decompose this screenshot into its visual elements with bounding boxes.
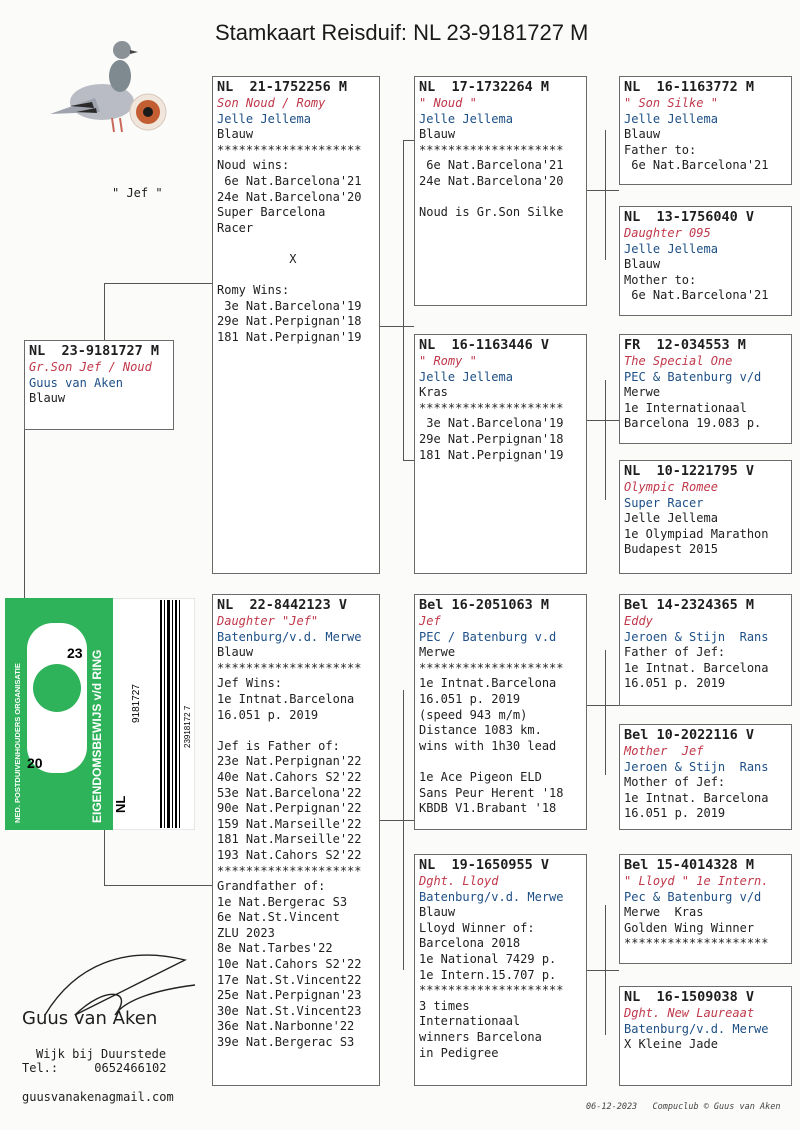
pedigree-line: Budapest 2015 bbox=[624, 542, 718, 557]
pedigree-line: 1e Intnat.Barcelona bbox=[419, 676, 557, 691]
pedigree-line: 6e Nat.Barcelona'21 bbox=[217, 173, 362, 188]
pedigree-line: Blauw bbox=[419, 127, 456, 142]
pedigree-line: Kras bbox=[419, 385, 448, 400]
pigeon-name: Daughter "Jef" bbox=[217, 614, 319, 628]
breeder-name: Super Racer bbox=[624, 495, 704, 510]
pedigree-line: winners Barcelona bbox=[419, 1029, 542, 1044]
pedigree-line: Racer bbox=[217, 220, 254, 235]
pedigree-line: 1e Internationaal bbox=[624, 400, 747, 415]
pigeon-name: Son Noud / Romy bbox=[217, 96, 326, 110]
pedigree-line: 3 times bbox=[419, 998, 470, 1013]
pedigree-line: Barcelona 19.083 p. bbox=[624, 416, 762, 431]
pigeon-name: " Son Silke " bbox=[624, 96, 718, 110]
pedigree-line: 53e Nat.Barcelona'22 bbox=[217, 785, 362, 800]
pedigree-line: Merwe bbox=[419, 645, 456, 660]
card-org: NED. POSTDUIVENHOUDERS ORGANISATIE bbox=[13, 663, 22, 823]
pedigree-line: Golden Wing Winner bbox=[624, 920, 755, 935]
pigeon-illustration bbox=[40, 32, 180, 142]
pedigree-line: 1e Intnat. Barcelona bbox=[624, 790, 769, 805]
breeder-name: Pec & Batenburg v/d bbox=[624, 889, 762, 904]
pedigree-line: 181 Nat.Perpignan'19 bbox=[217, 329, 362, 344]
pedigree-line: Father to: bbox=[624, 142, 697, 157]
pedigree-box-dds bbox=[619, 854, 792, 964]
pigeon-name: " Noud " bbox=[419, 96, 477, 110]
pedigree-line: ******************** bbox=[419, 983, 564, 998]
ring-number: Bel 14-2324365 M bbox=[624, 597, 755, 613]
pedigree-line: Jef Wins: bbox=[217, 676, 283, 691]
pedigree-line: 1e National 7429 p. bbox=[419, 951, 557, 966]
pedigree-box-dam-sire bbox=[414, 594, 587, 830]
pigeon-name: " Romy " bbox=[419, 354, 477, 368]
pedigree-line: Sans Peur Herent '18 bbox=[419, 785, 564, 800]
pigeon-name: " Lloyd " 1e Intern. bbox=[624, 874, 769, 888]
pedigree-line bbox=[217, 723, 375, 739]
pedigree-line: Lloyd Winner of: bbox=[419, 920, 535, 935]
pedigree-line: 1e Intern.15.707 p. bbox=[419, 967, 557, 982]
pedigree-line: 3e Nat.Barcelona'19 bbox=[217, 298, 362, 313]
page-title: Stamkaart Reisduif: NL 23-9181727 M bbox=[215, 20, 589, 45]
pedigree-line: Blauw bbox=[217, 127, 254, 142]
pedigree-box-sire bbox=[212, 76, 380, 574]
pedigree-line: 1e Intnat. Barcelona bbox=[624, 660, 769, 675]
pedigree-line: Blauw bbox=[419, 905, 456, 920]
owner-city: Wijk bij Duurstede bbox=[36, 1047, 167, 1061]
card-number: 9181727 bbox=[131, 684, 142, 723]
pedigree-line: 6e Nat.Barcelona'21 bbox=[624, 158, 769, 173]
pedigree-line bbox=[217, 268, 375, 284]
subject-box bbox=[24, 340, 174, 430]
pedigree-line: ******************** bbox=[624, 936, 769, 951]
ring-number: NL 13-1756040 V bbox=[624, 209, 755, 225]
ring-number: NL 10-1221795 V bbox=[624, 463, 755, 479]
pedigree-line: 159 Nat.Marseille'22 bbox=[217, 816, 362, 831]
pedigree-line: ******************** bbox=[419, 660, 564, 675]
owner-tel: Tel.: 0652466102 bbox=[22, 1061, 167, 1075]
pigeon-name: Dght. New Laureaat bbox=[624, 1006, 755, 1020]
pedigree-line: X Kleine Jade bbox=[624, 1037, 718, 1052]
pedigree-box-dam bbox=[212, 594, 380, 1086]
card-country: NL bbox=[113, 795, 128, 813]
jef-label: " Jef " bbox=[112, 186, 163, 200]
pedigree-line: Mother of Jef: bbox=[624, 775, 726, 790]
breeder-name: Jeroen & Stijn Rans bbox=[624, 759, 769, 774]
pedigree-line: Barcelona 2018 bbox=[419, 936, 521, 951]
ring-number: Bel 15-4014328 M bbox=[624, 857, 755, 873]
ring-number: NL 16-1163772 M bbox=[624, 79, 755, 95]
pedigree-line: 1e Intnat.Barcelona bbox=[217, 691, 355, 706]
pedigree-line: 36e Nat.Narbonne'22 bbox=[217, 1019, 355, 1034]
card-year-b: 20 bbox=[27, 755, 43, 771]
breeder-name: Jelle Jellema bbox=[217, 111, 311, 126]
pedigree-line: 24e Nat.Barcelona'20 bbox=[419, 173, 564, 188]
card-barcode-number: 23918172 7 bbox=[183, 705, 192, 748]
pedigree-line: X bbox=[217, 251, 297, 266]
breeder-name: PEC / Batenburg v.d bbox=[419, 629, 557, 644]
pedigree-line: KBDB V1.Brabant '18 bbox=[419, 801, 557, 816]
ring-number: NL 22-8442123 V bbox=[217, 597, 348, 613]
pedigree-line: Romy Wins: bbox=[217, 283, 290, 298]
pedigree-box-sss bbox=[619, 76, 792, 185]
pedigree-line: 24e Nat.Barcelona'20 bbox=[217, 189, 362, 204]
owner-email: guusvanakenagmail.com bbox=[22, 1090, 174, 1104]
pedigree-line: 40e Nat.Cahors S2'22 bbox=[217, 769, 362, 784]
ring-number: Bel 10-2022116 V bbox=[624, 727, 755, 743]
pedigree-line: 25e Nat.Perpignan'23 bbox=[217, 988, 362, 1003]
breeder-name: Jelle Jellema bbox=[624, 241, 718, 256]
pedigree-line: Merwe bbox=[624, 385, 661, 400]
pedigree-line: 3e Nat.Barcelona'19 bbox=[419, 416, 564, 431]
breeder-name: Jelle Jellema bbox=[624, 111, 718, 126]
ring-number: NL 19-1650955 V bbox=[419, 857, 550, 873]
subject-ring: NL 23-9181727 M bbox=[29, 343, 160, 359]
ring-number: Bel 16-2051063 M bbox=[419, 597, 550, 613]
pigeon-name: Daughter 095 bbox=[624, 226, 711, 240]
pedigree-line: 29e Nat.Perpignan'18 bbox=[419, 431, 564, 446]
pedigree-line: Jef is Father of: bbox=[217, 738, 340, 753]
pedigree-line: 16.051 p. 2019 bbox=[624, 806, 726, 821]
pedigree-line: (speed 943 m/m) bbox=[419, 707, 528, 722]
pedigree-line: Father of Jef: bbox=[624, 645, 726, 660]
ring-number: NL 16-1163446 V bbox=[419, 337, 550, 353]
pedigree-line: 16.051 p. 2019 bbox=[419, 691, 521, 706]
pedigree-box-sdd bbox=[619, 460, 792, 574]
pedigree-line: wins with 1h30 lead bbox=[419, 738, 557, 753]
pedigree-line: 16.051 p. 2019 bbox=[217, 707, 319, 722]
pedigree-box-dss bbox=[619, 594, 792, 706]
pedigree-line bbox=[419, 754, 582, 770]
pedigree-box-dam-dam bbox=[414, 854, 587, 1086]
pedigree-line: 1e Ace Pigeon ELD bbox=[419, 769, 542, 784]
subject-color: Blauw bbox=[29, 391, 66, 406]
pedigree-line: ******************** bbox=[217, 660, 362, 675]
pedigree-line: Noud wins: bbox=[217, 158, 290, 173]
pedigree-line: 181 Nat.Marseille'22 bbox=[217, 832, 362, 847]
pedigree-line: 23e Nat.Perpignan'22 bbox=[217, 754, 362, 769]
pedigree-line: 8e Nat.Tarbes'22 bbox=[217, 941, 333, 956]
pedigree-line: ******************** bbox=[419, 142, 564, 157]
ring-ownership-card bbox=[5, 598, 195, 830]
ring-number: NL 17-1732264 M bbox=[419, 79, 550, 95]
pedigree-line: ******************** bbox=[419, 400, 564, 415]
breeder-name: Jelle Jellema bbox=[419, 369, 513, 384]
pedigree-line: 90e Nat.Perpignan'22 bbox=[217, 801, 362, 816]
pedigree-line: Super Barcelona bbox=[217, 205, 326, 220]
pedigree-line: ZLU 2023 bbox=[217, 925, 275, 940]
pedigree-line: 16.051 p. 2019 bbox=[624, 676, 726, 691]
pedigree-line: Blauw bbox=[624, 257, 661, 272]
footer: 06-12-2023 Compuclub © Guus van Aken bbox=[586, 1102, 781, 1112]
pigeon-name: Olympic Romee bbox=[624, 480, 718, 494]
pedigree-line: 17e Nat.St.Vincent22 bbox=[217, 972, 362, 987]
owner-name: Guus van Aken bbox=[22, 1008, 158, 1029]
subject-name: Gr.Son Jef / Noud bbox=[29, 360, 152, 374]
pedigree-line: 29e Nat.Perpignan'18 bbox=[217, 314, 362, 329]
card-title: EIGENDOMSBEWIJS v/d RING bbox=[90, 649, 104, 823]
pedigree-box-ssd bbox=[619, 206, 792, 316]
breeder-name: Batenburg/v.d. Merwe bbox=[217, 629, 362, 644]
pedigree-line: 6e Nat.Barcelona'21 bbox=[419, 158, 564, 173]
card-year-a: 23 bbox=[67, 645, 83, 661]
pedigree-line: in Pedigree bbox=[419, 1045, 499, 1060]
pedigree-line: Mother to: bbox=[624, 272, 697, 287]
pedigree-line: 10e Nat.Cahors S2'22 bbox=[217, 957, 362, 972]
breeder-name: Jeroen & Stijn Rans bbox=[624, 629, 769, 644]
pedigree-line: Merwe Kras bbox=[624, 905, 704, 920]
pedigree-line: 39e Nat.Bergerac S3 bbox=[217, 1035, 355, 1050]
pedigree-line: Blauw bbox=[217, 645, 254, 660]
pigeon-name: Mother Jef bbox=[624, 744, 704, 758]
breeder-name: Batenburg/v.d. Merwe bbox=[419, 889, 564, 904]
pedigree-box-sire-dam bbox=[414, 334, 587, 574]
pedigree-line: Jelle Jellema bbox=[624, 511, 718, 526]
ring-number: NL 16-1509038 V bbox=[624, 989, 755, 1005]
breeder-name: Batenburg/v.d. Merwe bbox=[624, 1021, 769, 1036]
pigeon-name: The Special One bbox=[624, 354, 733, 368]
pedigree-box-sire-sire bbox=[414, 76, 587, 306]
pedigree-line: ******************** bbox=[217, 142, 362, 157]
pedigree-line: ******************** bbox=[217, 863, 362, 878]
pedigree-line: 6e Nat.St.Vincent bbox=[217, 910, 340, 925]
pigeon-name: Dght. Lloyd bbox=[419, 874, 499, 888]
pedigree-line: 181 Nat.Perpignan'19 bbox=[419, 447, 564, 462]
pedigree-line: Internationaal bbox=[419, 1014, 521, 1029]
subject-breeder: Guus van Aken bbox=[29, 375, 123, 390]
pedigree-line: Noud is Gr.Son Silke bbox=[419, 205, 564, 220]
pedigree-line: 193 Nat.Cahors S2'22 bbox=[217, 847, 362, 862]
pedigree-line bbox=[217, 236, 375, 252]
pedigree-line: 30e Nat.St.Vincent23 bbox=[217, 1003, 362, 1018]
ring-number: NL 21-1752256 M bbox=[217, 79, 348, 95]
ring-number: FR 12-034553 M bbox=[624, 337, 746, 353]
breeder-name: PEC & Batenburg v/d bbox=[624, 369, 762, 384]
pedigree-line bbox=[419, 190, 582, 206]
pedigree-box-sds bbox=[619, 334, 792, 444]
owner-block bbox=[22, 1008, 167, 1075]
pedigree-box-ddd bbox=[619, 986, 792, 1086]
pigeon-name: Eddy bbox=[624, 614, 653, 628]
pigeon-name: Jef bbox=[419, 614, 441, 628]
pedigree-line: 1e Nat.Bergerac S3 bbox=[217, 894, 348, 909]
pedigree-line: 6e Nat.Barcelona'21 bbox=[624, 288, 769, 303]
breeder-name: Jelle Jellema bbox=[419, 111, 513, 126]
pedigree-line: 1e Olympiad Marathon bbox=[624, 526, 769, 541]
pedigree-box-dsd bbox=[619, 724, 792, 830]
pedigree-line: Blauw bbox=[624, 127, 661, 142]
pedigree-line: Distance 1083 km. bbox=[419, 723, 542, 738]
pedigree-line: Grandfather of: bbox=[217, 879, 326, 894]
